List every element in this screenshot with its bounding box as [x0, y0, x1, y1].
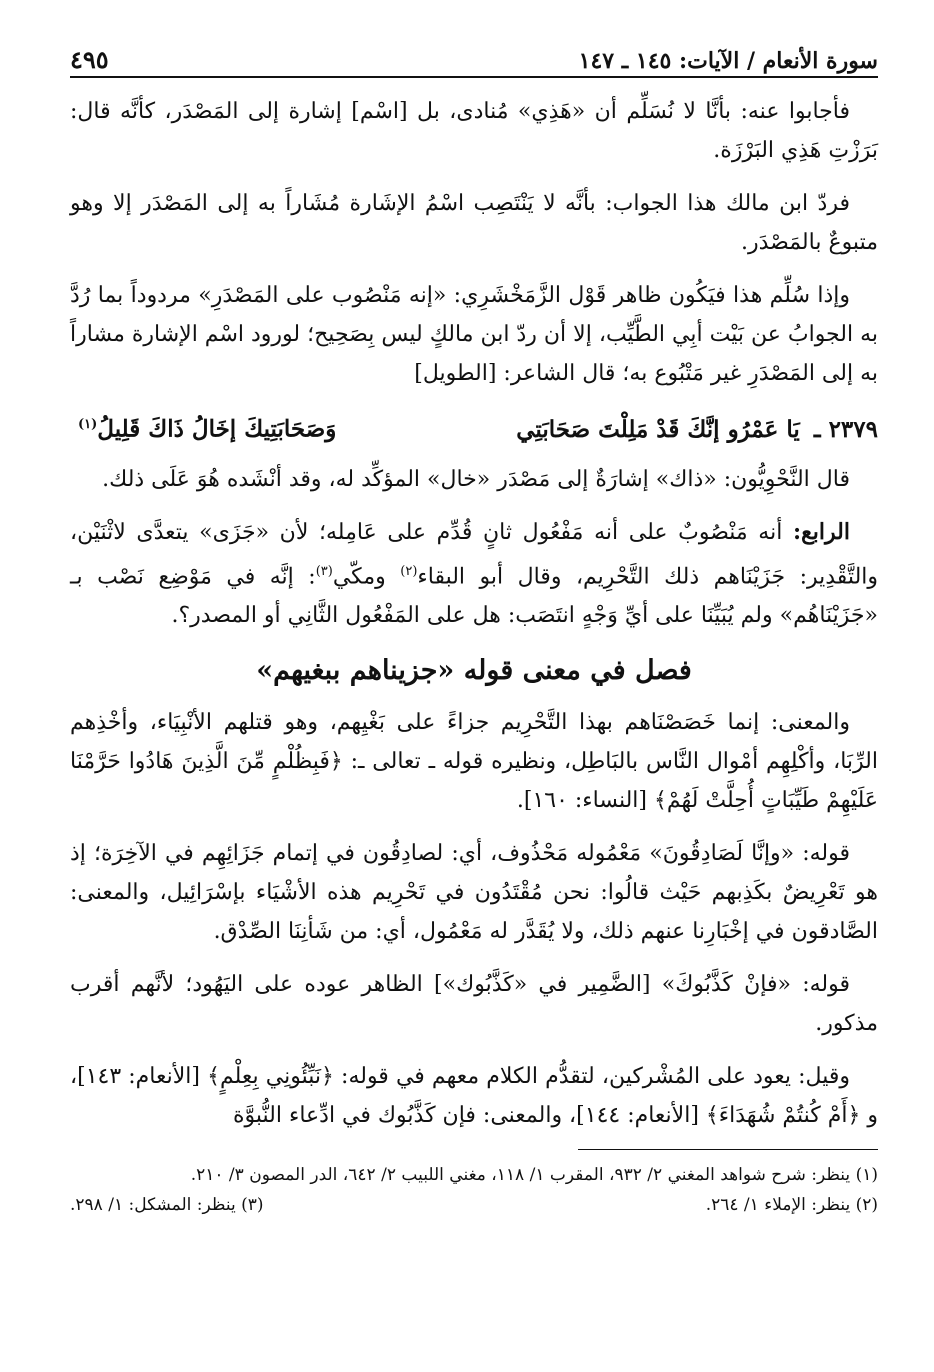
- text-segment: : إنَّه في مَوْضِع نَصْب بـ «جَزَيْنَاهُم» ولم يُبَيِّنَا على أيِّ وَجْهٍ انتَصَب: هل على المَفْعُول الثَّانِي أو المصدر؟.: [70, 563, 878, 628]
- paragraph: قال النَّحْوِيُّون: «ذاك» إشارَةٌ إلى مَصْدَر «خال» المؤكِّد له، وقد أنْشَده هُوَ عَلَى ذلك.: [102, 466, 850, 492]
- footnote-ref: (٢): [400, 563, 418, 579]
- footnotes: [70, 1160, 878, 1220]
- verse-second-hemistich: [78, 407, 336, 448]
- footnote-row: [70, 1190, 878, 1220]
- text-segment: أنه مَنْصُوبٌ على أنه مَفْعُول ثانٍ قُدِّم على عَامِله؛ لأن «جَزَى» يتعدَّى لاثْنَيْن، والتَّقْدِير: جَزَيْنَاهم ذلك التَّحْرِيم، وقال أبو البقاء: [70, 519, 879, 589]
- paragraph: فردّ ابن مالك هذا الجواب: بأنَّه لا يَنْتَصِب اسْمُ الإشَارة مُشَاراً به إلى المَصْدَر إلا وهو متبوعٌ بالمَصْدَر.: [70, 191, 878, 255]
- book-page: [70, 40, 878, 1340]
- paragraph: قوله: «فإنْ كَذَّبُوكَ» [الضَّمِير في «كَذَّبُوك»] الظاهر عوده على اليَهُود؛ لأنَّهم أقرب مذكور.: [70, 971, 878, 1036]
- verse-number: ٢٣٧٩ ـ: [813, 415, 878, 443]
- paragraph: وإذا سُلِّم هذا فيَكُون ظاهر قَوْل الزَّمَخْشَرِي: «إنه مَنْصُوب على المَصْدَرِ» مردوداً بما رُدَّ به الجوابُ عن بَيْت أبِي الطَّيِّب، إلا أن ردّ ابن مالكٍ ليس بِصَحِيح؛ لورود اسْم الإشارة مشاراً به إلى المَصْدَرِ غير مَتْبُوع به؛ قال الشاعر: [الطويل]: [70, 283, 878, 386]
- lead-word: الرابع:: [792, 518, 850, 545]
- section-heading: فصل في معنى قوله «جزيناهم ببغيهم»: [256, 654, 692, 686]
- running-header: [70, 40, 878, 78]
- paragraph: وقيل: يعود على المُشْركين، لتقدُّم الكلام معهم في قوله: ﴿نَبِّئُونِي بِعِلْمٍ﴾ [الأنعام: ١٤٣]، و ﴿أَمْ كُنتُمْ شُهَدَاءَ﴾ [الأنعام: ١٤٤]، والمعنى: فإن كَذَّبُوك في ادِّعاء النُّبوَّة: [70, 1063, 878, 1128]
- footnote-1: (١) ينظر: شرح شواهد المغني ٢/ ٩٣٢، المقرب ١/ ١١٨، مغني اللبيب ٢/ ٦٤٢، الدر المصون ٣/ ٢١٠.: [190, 1164, 878, 1185]
- footnote-ref: (٣): [315, 563, 333, 579]
- footnote-2: (٢) ينظر: الإملاء ١/ ٢٦٤.: [705, 1194, 878, 1215]
- paragraph: والمعنى: إنما خَصَصْنَاهم بهذا التَّحْرِيم جزاءً على بَغْيِهم، وهو قتلهم الأنْبِيَاء، وأخْذِهم الرِّبَا، وأكْلِهِم أمْوال النَّاس بالبَاطِل، ونظيره قوله ـ تعالى ـ: ﴿فَبِظُلْمٍ مِّنَ الَّذِينَ هَادُوا حَرَّمْنَا عَلَيْهِمْ طَيِّبَاتٍ أُحِلَّتْ لَهُمْ﴾ [النساء: ١٦٠].: [70, 709, 878, 813]
- poetry-verse: [70, 407, 878, 448]
- header-title: سورة الأنعام / الآيات: ١٤٥ ـ ١٤٧: [578, 48, 878, 74]
- footnote-ref: (١): [78, 417, 98, 432]
- paragraph: فأجابوا عنه: بأنَّا لا نُسَلِّم أن «هَذِي» مُنادى، بل [اسْم] إشارة إلى المَصْدَر، كأنَّه قال: بَرَزْتِ هَذِي البَرْزَة.: [70, 99, 878, 163]
- verse-first-hemistich: [516, 412, 878, 448]
- paragraph-fourth: [70, 513, 878, 635]
- verse-hemistich-2: وَصَحَابَتِيكَ إخَالُ ذَاكَ قَلِيلُ: [97, 415, 337, 443]
- page-number: ٤٩٥: [70, 45, 109, 74]
- verse-hemistich-1: يَا عَمْرُو إنَّكَ قَدْ مَلِلْتَ صَحَابَتِي: [516, 415, 800, 443]
- text-segment: ومكّي: [332, 563, 401, 589]
- main-text: [70, 92, 878, 1135]
- footnote-3: (٣) ينظر: المشكل: ١/ ٢٩٨.: [70, 1194, 264, 1215]
- footnote-divider: [578, 1149, 878, 1150]
- paragraph: قوله: «وإنَّا لَصَادِقُونَ» مَعْمُوله مَحْذُوف، أي: لصادِقُون في إتمام جَزَائِهِم في الآخِرَة؛ إذ هو تَعْرِيضٌ بكَذِبهم حَيْث قالُوا: نحن مُقْتَدُون في تَحْرِيم هذه الأشْيَاء بإسْرَائِيل، والمعنى: الصَّادقون في إخْبَارِنا عنهم ذلك، ولا يُقَدَّر له مَعْمُول، أي: من شَأنِنَا الصِّدْق.: [70, 840, 878, 944]
